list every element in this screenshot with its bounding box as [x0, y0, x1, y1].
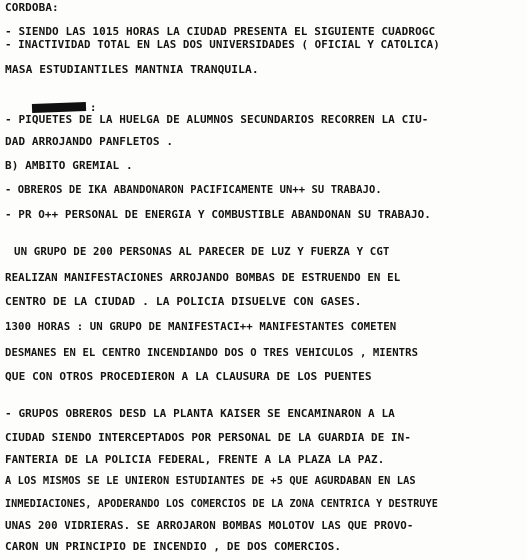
text-line: INMEDIACIONES, APODERANDO LOS COMERCIOS DE LA ZONA CENTRICA Y DESTRUYE: [5, 497, 438, 510]
text-line: CIUDAD SIENDO INTERCEPTADOS POR PERSONAL DE LA GUARDIA DE IN-: [5, 431, 411, 444]
text-line: B) AMBITO GREMIAL .: [5, 159, 133, 172]
text-line: FANTERIA DE LA POLICIA FEDERAL, FRENTE A LA PLAZA LA PAZ.: [5, 453, 385, 466]
text-line: CENTRO DE LA CIUDAD . LA POLICIA DISUELVE CON GASES.: [5, 295, 362, 308]
text-line: QUE CON OTROS PROCEDIERON A LA CLAUSURA DE LOS PUENTES: [5, 370, 372, 383]
text-line: UNAS 200 VIDRIERAS. SE ARROJARON BOMBAS MOLOTOV LAS QUE PROVO-: [5, 519, 414, 532]
text-line: 1300 HORAS : UN GRUPO DE MANIFESTACI++ MANIFESTANTES COMETEN: [5, 320, 397, 333]
text-line: UN GRUPO DE 200 PERSONAS AL PARECER DE LUZ Y FUERZA Y CGT: [14, 245, 390, 258]
text-line: - OBREROS DE IKA ABANDONARON PACIFICAMENTE UN++ SU TRABAJO.: [5, 183, 382, 196]
text-line: MASA ESTUDIANTILES MANTNIA TRANQUILA.: [5, 63, 259, 76]
redaction-mark: [32, 102, 86, 113]
text-line: - GRUPOS OBREROS DESD LA PLANTA KAISER SE ENCAMINARON A LA: [5, 407, 395, 420]
text-line: - PR O++ PERSONAL DE ENERGIA Y COMBUSTIBLE ABANDONAN SU TRABAJO.: [5, 208, 431, 221]
text-line: - INACTIVIDAD TOTAL EN LAS DOS UNIVERSIDADES ( OFICIAL Y CATOLICA): [5, 38, 440, 51]
text-line: CORDOBA:: [5, 1, 59, 14]
text-line: - PIQUETES DE LA HUELGA DE ALUMNOS SECUNDARIOS RECORREN LA CIU-: [5, 113, 429, 126]
text-line: - SIENDO LAS 1015 HORAS LA CIUDAD PRESENTA EL SIGUIENTE CUADROGC: [5, 25, 436, 38]
text-line: A LOS MISMOS SE LE UNIERON ESTUDIANTES DE +5 QUE AGURDABAN EN LAS: [5, 474, 416, 487]
text-line: REALIZAN MANIFESTACIONES ARROJANDO BOMBAS DE ESTRUENDO EN EL: [5, 271, 401, 284]
text-line: CARON UN PRINCIPIO DE INCENDIO , DE DOS COMERCIOS.: [5, 540, 342, 553]
text-line: DESMANES EN EL CENTRO INCENDIANDO DOS O TRES VEHICULOS , MIENTRS: [5, 346, 419, 359]
text-line: :: [89, 101, 97, 114]
text-line: DAD ARROJANDO PANFLETOS .: [5, 135, 174, 148]
